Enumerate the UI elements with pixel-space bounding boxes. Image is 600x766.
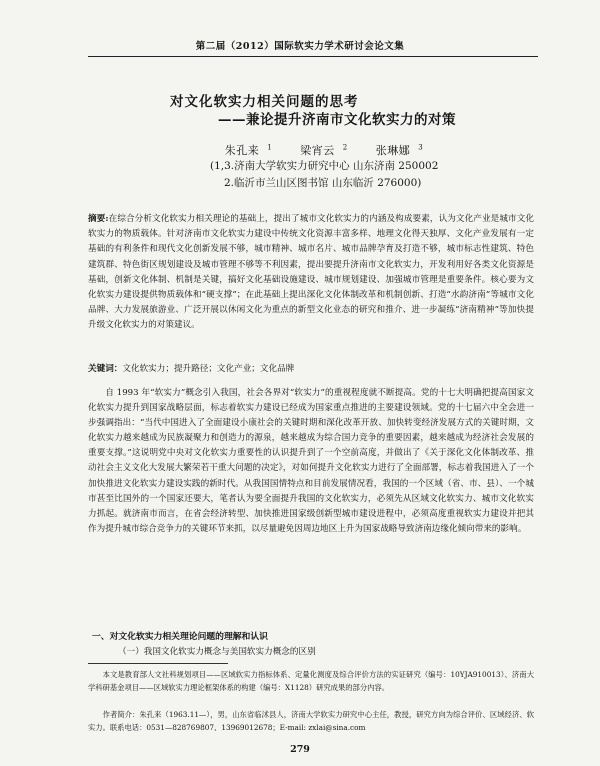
header-divider: [88, 56, 538, 57]
footnote-author-bio: 作者简介：朱孔来（1963.11—），男，山东省临沭县人，济南大学软实力研究中心主任，教授，研究方向为综合评价、区域经济、软实力。联系电话：0531—828769807、13969012678；E-mail: zxlai@sina.com: [88, 710, 534, 732]
subsection-heading: （一）我国文化软实力概念与美国软实力概念的区别: [118, 647, 316, 657]
section-heading: 一、对文化软实力相关理论问题的理解和认识: [92, 632, 268, 642]
author-name: 梁宵云: [300, 144, 335, 157]
author-name: 朱孔来: [224, 144, 260, 157]
footnote-funding: 本文是教育部人文社科规划项目——区域软实力指标体系、定量化测度及综合评价方法的实证研究（编号：10YJA910013）、济南大学科研基金项目——区域软实力理论框架体系的构建（编号：X1128）研究成果的部分内容。: [88, 670, 534, 692]
page-number: 279: [290, 744, 310, 755]
author-affil-mark: 2: [342, 143, 348, 152]
author-list: [0, 142, 600, 158]
footnote-divider: [88, 663, 228, 664]
keywords: [88, 362, 534, 374]
author: [368, 144, 423, 157]
paper-subtitle: ——兼论提升济南市文化软实力的对策: [218, 112, 456, 128]
abstract: [88, 212, 534, 334]
affiliation-line: (1,3.济南大学软实力研究中心 山东济南 250002: [210, 160, 439, 172]
keywords-label: 关键词：: [88, 364, 123, 374]
author: [217, 144, 272, 157]
author: [292, 144, 347, 157]
paper-title: 对文化软实力相关问题的思考: [170, 94, 359, 110]
abstract-label: 摘要:: [88, 214, 109, 224]
author-affil-mark: 3: [418, 143, 424, 152]
running-header: 第二届（2012）国际软实力学术研讨会论文集: [195, 41, 405, 52]
affiliation-line: 2.临沂市兰山区图书馆 山东临沂 276000): [224, 177, 422, 189]
author-affil-mark: 1: [267, 143, 273, 152]
author-name: 张琳娜: [375, 144, 411, 157]
keywords-text: 文化软实力；提升路径；文化产业；文化品牌: [122, 364, 295, 374]
abstract-text: 在综合分析文化软实力相关理论的基础上，提出了城市文化软实力的内涵及构成要素，认为文化产业是城市文化软实力的物质载体。针对济南市文化软实力建设中传统文化资源丰富多样、地理文化得天独厚、文化产业发展有一定基础的有利条件和现代文化创新发展不够，城市精神、城市名片、城市品牌孕育及打造不够，城市标志性建筑、特色建筑群、特色街区规划建设及城市管理不够等不利因素，提出要提升济南市文化软实力，开发利用好各类文化资源是基础，创新文化体制、机制是关键，搞好文化基础设施建设、城市规划建设、加强城市管理是重要条件。核心要为文化软实力建设提供物质载体和“硬支撑”；在此基础上提出深化文化体制改革和机制创新、打造“水韵济南”等城市文化品牌、大力发展旅游业、广泛开展以休闲文化为重点的新型文化业态的研究和推介、进一步凝练“济南精神”等加快提升级文化软实力的对策建议。: [88, 214, 534, 331]
body-paragraph: 自 1993 年“软实力”概念引入我国，社会各界对“软实力”的重视程度就不断提高。党的十七大明确把提高国家文化软实力提升到国家战略层面，标志着软实力建设已经成为国家重点推进的主要建设领域。党的十七届六中全会进一步强调指出：“当代中国进入了全面建设小康社会的关键时期和深化改革开放、加快转变经济发展方式的关键时期，文化软实力越来越成为民族凝聚力和创造力的源泉，越来越成为综合国力竞争的重要因素，越来越成为经济社会发展的重要支撑。”这说明党中央对文化软实力重要性的认识提升到了一个空前高度，并做出了《关于深化文化体制改革、推动社会主义文化大发展大繁荣若干重大问题的决定》，对如何提升文化软实力进行了全面部署，标志着我国进入了一个加快推进文化软实力建设实践的新时代。从我国国情特点和目前发展情况看，我国的一个区域（省、市、县）、一个城市甚至比国外的一个国家还要大，笔者认为要全面提升我国的文化软实力，必须先从区域文化软实力、城市文化软实力抓起。就济南市而言，在省会经济转型、加快推进国家级创新型城市建设进程中，必须高度重视软实力建设并把其作为提升城市综合竞争力的关键环节来抓，以尽量避免因周边地区上升为国家战略导致济南边缘化倾向带来的影响。: [88, 388, 534, 534]
